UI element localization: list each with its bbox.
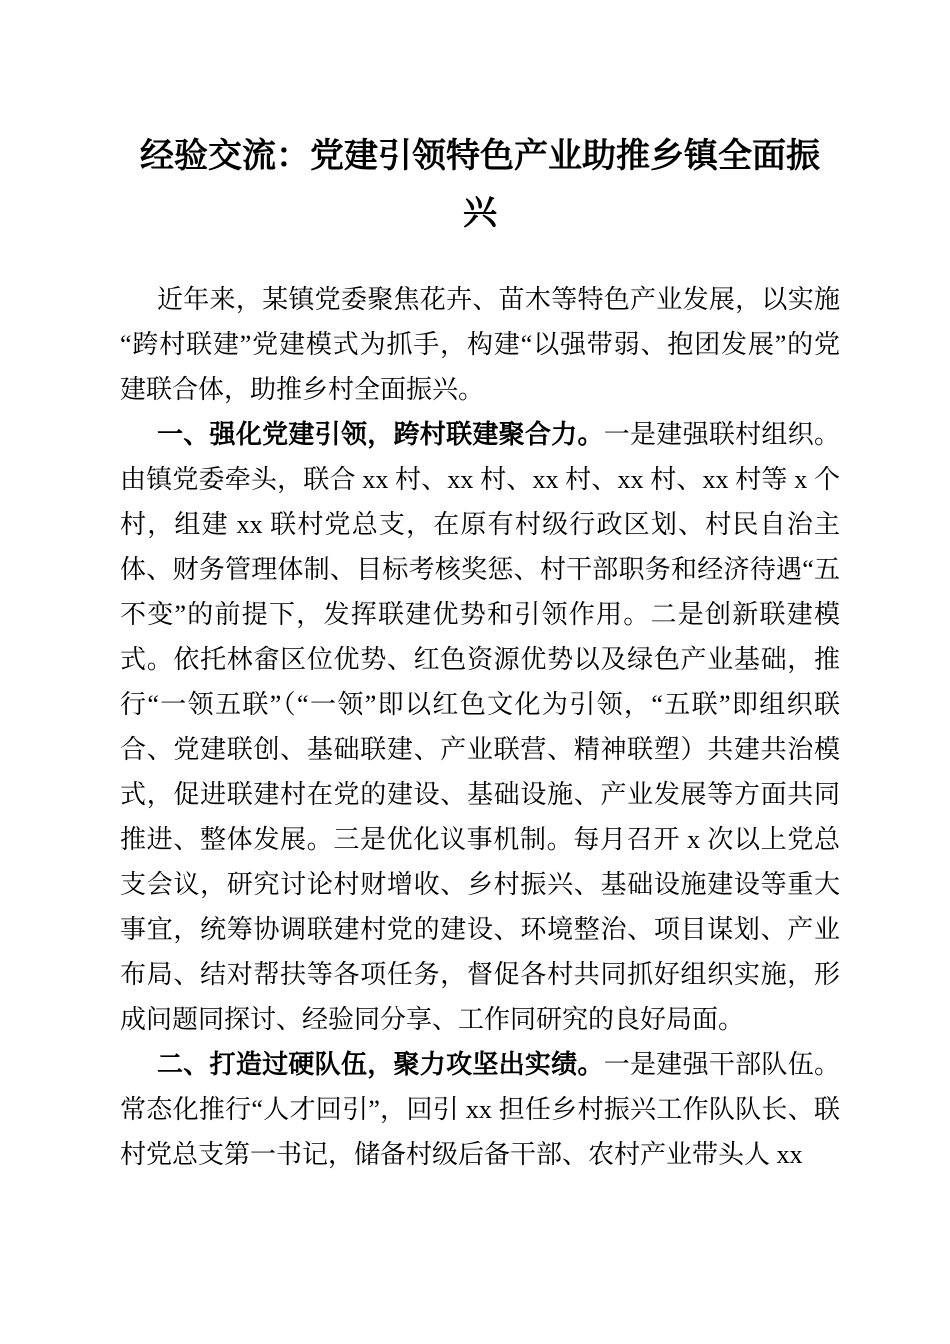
document-title: 经验交流：党建引领特色产业助推乡镇全面振兴 xyxy=(140,138,820,232)
paragraph-section-1 xyxy=(120,412,840,1042)
paragraph-section-1-lead: 一、强化党建引领，跨村联建聚合力。 xyxy=(157,419,604,449)
paragraph-section-2-lead: 二、打造过硬队伍，聚力攻坚出实绩。 xyxy=(157,1049,604,1079)
paragraph-intro-text: 近年来，某镇党委聚焦花卉、苗木等特色产业发展，以实施“跨村联建”党建模式为抓手，构建“以强带弱、抱团发展”的党建联合体，助推乡村全面振兴。 xyxy=(120,285,840,404)
paragraph-intro xyxy=(120,277,840,412)
paragraph-section-2-text: 一是建强干部队伍。常态化推行“人才回引”，回引 xx 担任乡村振兴工作队队长、联村党总支第一书记，储备村级后备干部、农村产业带头人 xx xyxy=(120,1050,840,1169)
paragraph-section-1-text: 一是建强联村组织。由镇党委牵头，联合 xx 村、xx 村、xx 村、xx 村、xx 村等 x 个村，组建 xx 联村党总支，在原有村级行政区划、村民自治主体、财务管理体制、目标考核奖惩、村干部职务和经济待遇“五不变”的前提下，发挥联建优势和引领作用。二是创新联建模式。依托林畲区位优势、红色资源优势以及绿色产业基础，推行“一领五联”（“一领”即以红色文化为引领，“五联”即组织联合、党建联创、基础联建、产业联营、精神联塑）共建共治模式，促进联建村在党的建设、基础设施、产业发展等方面共同推进、整体发展。三是优化议事机制。每月召开 x 次以上党总支会议，研究讨论村财增收、乡村振兴、基础设施建设等重大事宜，统筹协调联建村党的建设、环境整治、项目谋划、产业布局、结对帮扶等各项任务，督促各村共同抓好组织实施，形成问题同探讨、经验同分享、工作同研究的良好局面。 xyxy=(120,420,840,1034)
paragraph-section-2 xyxy=(120,1042,840,1177)
